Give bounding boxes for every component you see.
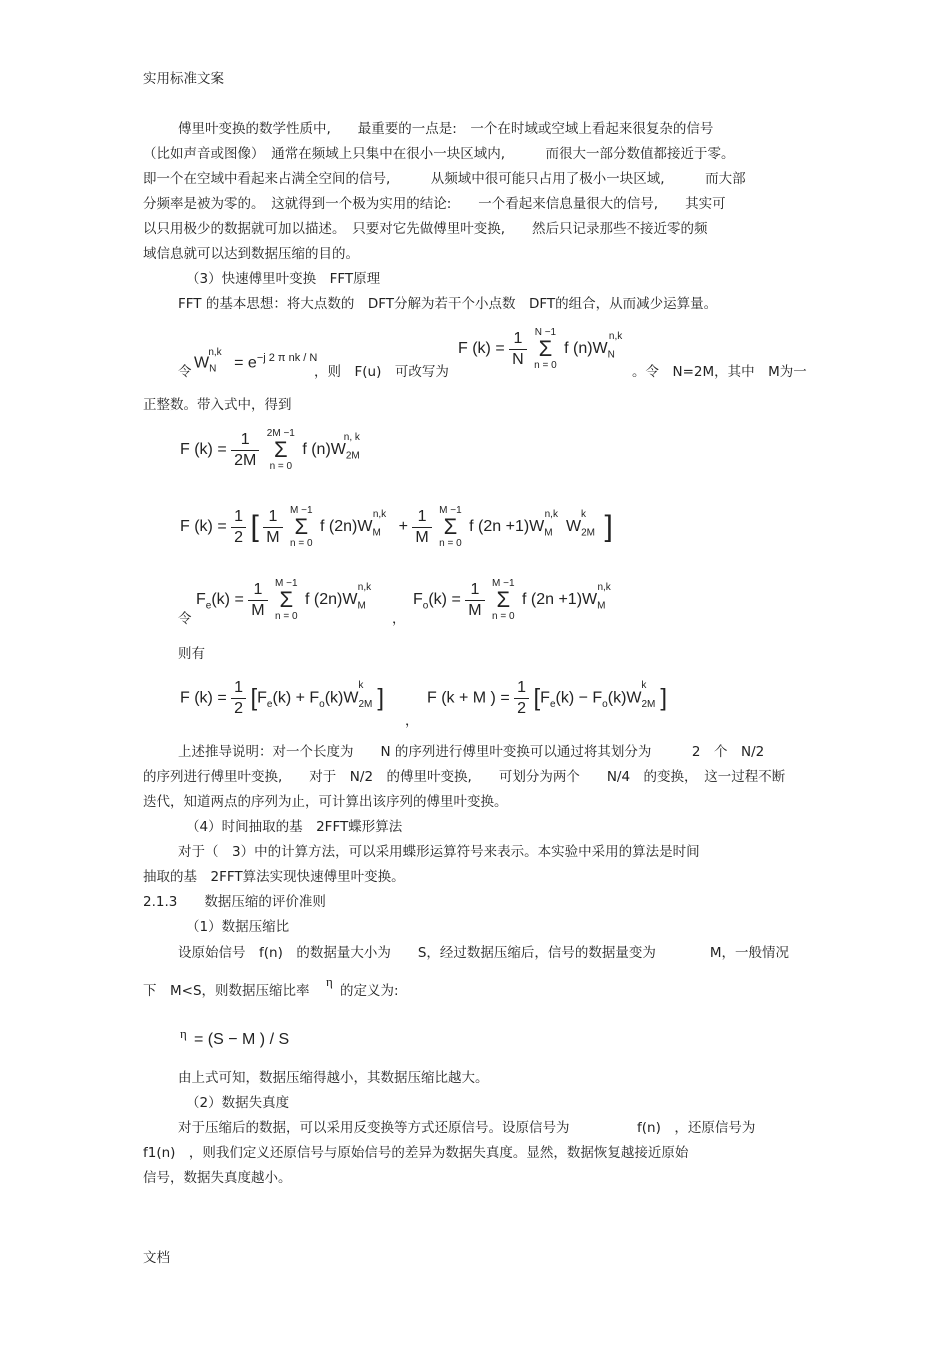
fe-equation: $F_e(k)$ = $\frac{1}{M}$ M −1 Σ n = 0 f $(2n)W_M^{n,k}$	[196, 578, 372, 622]
text-line: f1(n) ，则我们定义还原信号与原始信号的差异为数据失真度。显然，数据恢复越接近原始	[143, 1145, 689, 1161]
butterfly-equation-1: F (k) = $\frac{1}{2}$ [$F_e(k) + F_o(k)W_{2M}^k$ ]	[180, 679, 385, 717]
fft-basic-idea: FFT 的基本思想：将大点数的 DFT分解为若干个小点数 DFT的组合，从而减少运算量。	[178, 296, 718, 312]
text-line: 的定义为:	[340, 983, 399, 999]
ling3-label: 令	[178, 611, 192, 627]
integer-line: 正整数。带入式中，得到	[143, 397, 292, 413]
fk-2m-equation: F (k) = $\frac{1}{2M}$ 2M −1 Σ n = 0 f $(n)W_{2M}^{n, k}$	[180, 428, 360, 472]
comma: ，	[392, 611, 406, 627]
text-line: （比如声音或图像） 通常在频域上只集中在很小一块区域内, 而很大一部分数值都接近于零。	[143, 146, 735, 162]
subsection-1-title: （1）数据压缩比	[186, 919, 290, 935]
text-line: 抽取的基 2FFT算法实现快速傅里叶变换。	[143, 869, 405, 885]
section-213-title: 2.1.3 数据压缩的评价准则	[143, 894, 326, 910]
section-4-title: （4）时间抽取的基 2FFT蝶形算法	[186, 819, 403, 835]
ze-text: ，则 F(u) 可改写为	[314, 364, 449, 380]
fo-equation: $F_o(k)$ = $\frac{1}{M}$ M −1 Σ n = 0 f $(2n +1)W_M^{n,k}$	[413, 578, 611, 622]
text-line: 迭代，知道两点的序列为止，可计算出该序列的傅里叶变换。	[143, 794, 508, 810]
fk-split-equation: F (k) = $\frac{1}{2}$ [ $\frac{1}{M}$ M −1 Σ n = 0 f $(2n)W_M^{n,k}$ + $\frac{1}{M}$ M −1 Σ n = 0 f $(2n +1)W_M^{n,k}W_{2M}^k$ ]	[180, 505, 613, 549]
page-footer: 文档	[143, 1250, 170, 1266]
text-line: 信号，数据失真度越小。	[143, 1170, 292, 1186]
text-line: 以只用极少的数据就可加以描述。 只要对它先做傅里叶变换, 然后只记录那些不接近零的频	[143, 221, 708, 237]
text-line: 即一个在空域中看起来占满全空间的信号, 从频域中很可能只占用了极小一块区域, 而大部	[143, 171, 746, 187]
text-line: 设原始信号 f(n) 的数据量大小为 S，经过数据压缩后，信号的数据量变为 M，一般情况	[178, 945, 790, 961]
text-line: 对于压缩后的数据，可以采用反变换等方式还原信号。设原信号为 f(n) ，还原信号为	[178, 1120, 756, 1136]
eta-symbol: η	[180, 1026, 187, 1041]
text-line: 上述推导说明：对一个长度为 N 的序列进行傅里叶变换可以通过将其划分为 2 个 N/2	[178, 744, 765, 760]
text-line: 的序列进行傅里叶变换, 对于 N/2 的傅里叶变换, 可划分为两个 N/4 的变换， 这一过程不断	[143, 769, 786, 785]
twiddle-factor-equation: $W_N^{n,k} = e^{-j 2 \pi nk / N}$	[194, 347, 318, 375]
compression-ratio-formula: = (S − M ) / S	[194, 1031, 290, 1048]
subsection-2-title: （2）数据失真度	[186, 1095, 290, 1111]
text-line: 傅里叶变换的数学性质中, 最重要的一点是: 一个在时域或空域上看起来很复杂的信号	[178, 121, 714, 137]
section-3-title: （3）快速傅里叶变换 FFT原理	[186, 271, 381, 287]
butterfly-equation-2: F (k + M ) = $\frac{1}{2}$ [$F_e(k) - F_o(k)W_{2M}^k$ ]	[427, 679, 668, 717]
text-line: 下 M<S，则数据压缩比率	[143, 983, 310, 999]
text-line: 对于（ 3）中的计算方法，可以采用蝶形运算符号来表示。本实验中采用的算法是时间	[178, 844, 700, 860]
dft-equation: F (k) = $\frac{1}{N}$ N −1 Σ n = 0 f $(n)W_N^{n,k}$	[458, 327, 623, 371]
ling-label: 令	[178, 364, 192, 380]
text-line: 分频率是被为零的。 这就得到一个极为实用的结论: 一个看起来信息量很大的信号, 其实可	[143, 196, 726, 212]
text-line: 域信息就可以达到数据压缩的目的。	[143, 246, 359, 262]
ling2-tail: 。令 N=2M，其中 M为一	[632, 364, 807, 380]
eta-symbol: η	[326, 974, 333, 989]
comma: ，	[405, 713, 419, 729]
page-header: 实用标准文案	[143, 71, 224, 87]
zeyou-text: 则有	[178, 646, 205, 662]
text-line: 由上式可知，数据压缩得越小，其数据压缩比越大。	[178, 1070, 489, 1086]
